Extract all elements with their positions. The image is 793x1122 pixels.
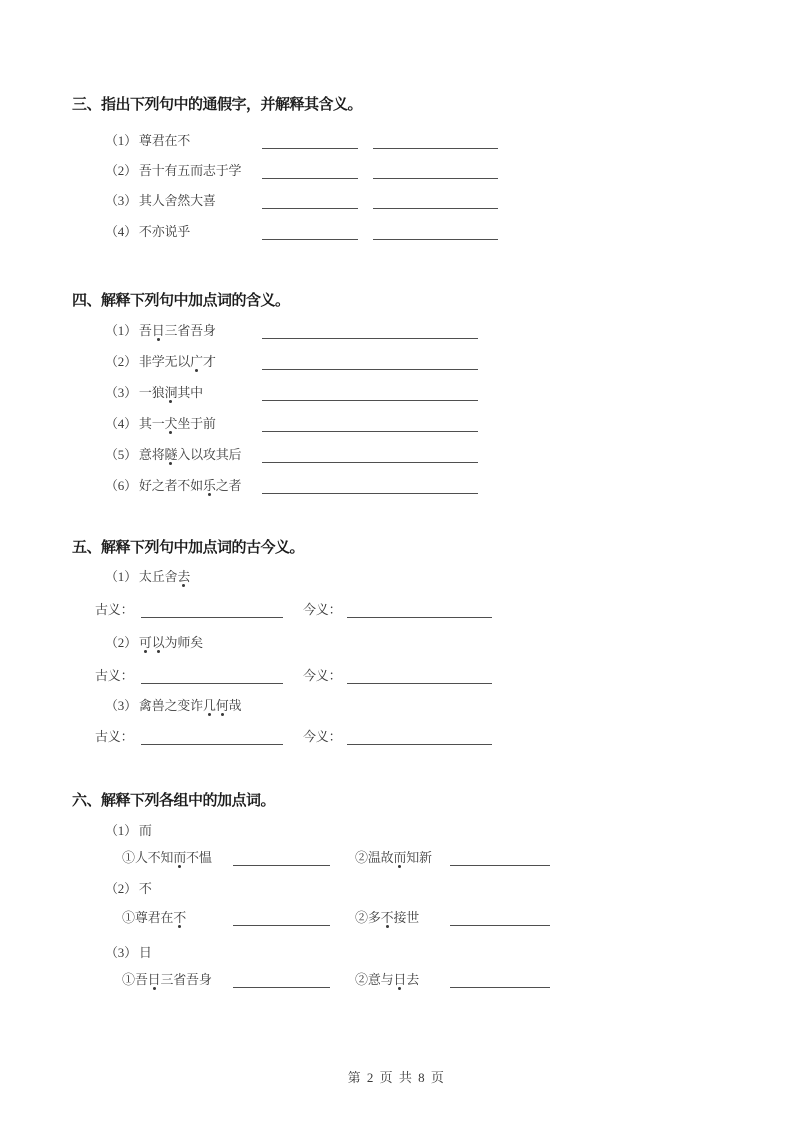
s6-group-2-a-answer-blank[interactable] — [233, 908, 330, 926]
item-number: （1） — [105, 823, 137, 838]
s5-item-2-gu-blank[interactable] — [141, 666, 283, 684]
item-sentence: 温故而知新 — [367, 850, 432, 865]
s4-item-6-answer-blank[interactable] — [262, 476, 478, 494]
s5-item-1 — [105, 567, 190, 587]
item-number: （1） — [105, 133, 137, 148]
sub-item-number: ② — [355, 850, 368, 865]
emphasized-char: 何 — [215, 698, 229, 713]
emphasized-char: 不 — [380, 910, 394, 925]
s5-item-3-jin-blank[interactable] — [347, 727, 492, 745]
item-sentence: 尊君在不 — [134, 910, 187, 925]
s4-item-1 — [105, 321, 216, 341]
emphasized-char: 而 — [393, 850, 407, 865]
item-sentence: 好之者不如乐之者 — [138, 478, 242, 493]
emphasized-char: 日 — [147, 972, 161, 987]
item-sentence: 吾日三省吾身 — [138, 323, 216, 338]
item-number: （1） — [105, 569, 137, 584]
s3-item-1-answer-blank-2[interactable] — [373, 131, 498, 149]
emphasized-char: 洞 — [164, 385, 178, 400]
section-3-title: 三、指出下列句中的通假字，并解释其含义。 — [72, 96, 363, 113]
emphasized-char: 乐 — [202, 478, 216, 493]
emphasized-char: 广 — [190, 354, 203, 369]
s3-item-2 — [105, 161, 241, 181]
s4-item-4 — [105, 414, 216, 434]
item-number: （2） — [105, 163, 137, 178]
sub-item-number: ② — [355, 910, 368, 925]
s6-group-1-sub-b — [355, 848, 432, 868]
s3-item-4-answer-blank-2[interactable] — [373, 222, 498, 240]
s6-group-2-sub-b — [355, 908, 419, 928]
s4-item-4-answer-blank[interactable] — [262, 414, 478, 432]
item-number: （2） — [105, 635, 137, 650]
item-sentence: 其人舍然大喜 — [138, 193, 216, 208]
group-word: 日 — [138, 945, 152, 960]
item-sentence: 非学无以广才 — [138, 354, 216, 369]
section-6-title: 六、解释下列各组中的加点词。 — [72, 792, 276, 809]
s6-group-1-a-answer-blank[interactable] — [233, 848, 330, 866]
item-sentence: 一狼洞其中 — [138, 385, 203, 400]
item-number: （3） — [105, 193, 137, 208]
sub-item-number: ② — [355, 972, 368, 987]
section-4-title: 四、解释下列句中加点词的含义。 — [72, 292, 290, 309]
emphasized-char: 日 — [393, 972, 407, 987]
emphasized-char: 可 — [138, 635, 152, 650]
s6-group-1-sub-a — [122, 848, 212, 868]
s6-group-2-b-answer-blank[interactable] — [450, 908, 550, 926]
item-sentence: 其一犬坐于前 — [138, 416, 216, 431]
s4-item-3 — [105, 383, 203, 403]
s4-item-2 — [105, 352, 216, 372]
s3-item-2-answer-blank-2[interactable] — [373, 161, 498, 179]
item-sentence: 意与日去 — [367, 972, 420, 987]
item-sentence: 禽兽之变诈几何哉 — [138, 698, 242, 713]
item-sentence: 吾日三省吾身 — [134, 972, 212, 987]
s3-item-4-answer-blank-1[interactable] — [262, 222, 358, 240]
s6-group-2-word — [105, 879, 152, 899]
s6-group-3-sub-a — [122, 970, 212, 990]
group-word: 不 — [138, 881, 152, 896]
s3-item-3-answer-blank-2[interactable] — [373, 191, 498, 209]
s5-item-2-jin-blank[interactable] — [347, 666, 492, 684]
s4-item-5-answer-blank[interactable] — [262, 445, 478, 463]
sub-item-number: ① — [122, 972, 135, 987]
item-number: （6） — [105, 478, 137, 493]
s5-item-1-jin-label: 今义： — [303, 602, 342, 617]
s5-item-3-jin-label: 今义： — [303, 729, 342, 744]
emphasized-char: 日 — [151, 323, 165, 338]
emphasized-char: 以 — [151, 635, 165, 650]
s4-item-2-answer-blank[interactable] — [262, 352, 478, 370]
item-number: （3） — [105, 698, 137, 713]
item-number: （1） — [105, 323, 137, 338]
s4-item-5 — [105, 445, 241, 465]
s5-item-2 — [105, 633, 203, 653]
sub-item-number: ① — [122, 850, 135, 865]
s5-item-3-gu-blank[interactable] — [141, 727, 283, 745]
emphasized-char: 而 — [173, 850, 187, 865]
emphasized-char: 隧 — [164, 447, 178, 462]
s5-item-1-gu-label: 古义： — [95, 602, 134, 617]
item-number: （2） — [105, 881, 137, 896]
s4-item-1-answer-blank[interactable] — [262, 321, 478, 339]
emphasized-char: 几 — [202, 698, 216, 713]
s3-item-1-answer-blank-1[interactable] — [262, 131, 358, 149]
item-sentence: 尊君在不 — [138, 133, 191, 148]
s5-item-1-jin-blank[interactable] — [347, 600, 492, 618]
s6-group-1-b-answer-blank[interactable] — [450, 848, 550, 866]
item-sentence: 吾十有五而志于学 — [138, 163, 242, 178]
s5-item-3-gu-label: 古义： — [95, 729, 134, 744]
emphasized-char: 去 — [177, 569, 191, 584]
item-sentence: 人不知而不愠 — [134, 850, 212, 865]
item-number: （2） — [105, 354, 137, 369]
s6-group-2-sub-a — [122, 908, 186, 928]
s3-item-3-answer-blank-1[interactable] — [262, 191, 358, 209]
s5-item-2-jin-label: 今义： — [303, 668, 342, 683]
group-word: 而 — [138, 823, 152, 838]
s5-item-3 — [105, 696, 241, 716]
s5-item-2-gu-label: 古义： — [95, 668, 134, 683]
item-sentence: 可以为师矣 — [138, 635, 203, 650]
s3-item-4 — [105, 222, 190, 242]
item-sentence: 多不接世 — [367, 910, 420, 925]
section-5-title: 五、解释下列句中加点词的古今义。 — [72, 539, 305, 556]
s6-group-3-word — [105, 943, 152, 963]
s4-item-3-answer-blank[interactable] — [262, 383, 478, 401]
s3-item-1 — [105, 131, 190, 151]
s6-group-1-word — [105, 821, 152, 841]
s6-group-3-b-answer-blank[interactable] — [450, 970, 550, 988]
emphasized-char: 不 — [173, 910, 187, 925]
item-number: （4） — [105, 416, 137, 431]
item-number: （3） — [105, 945, 137, 960]
s3-item-3 — [105, 191, 216, 211]
item-number: （4） — [105, 224, 137, 239]
item-sentence: 太丘舍去 — [138, 569, 191, 584]
page-footer: 第 2 页 共 8 页 — [347, 1070, 446, 1085]
item-sentence: 意将隧入以攻其后 — [138, 447, 242, 462]
item-number: （3） — [105, 385, 137, 400]
sub-item-number: ① — [122, 910, 135, 925]
item-sentence: 不亦说乎 — [138, 224, 191, 239]
s4-item-6 — [105, 476, 241, 496]
item-number: （5） — [105, 447, 137, 462]
s6-group-3-a-answer-blank[interactable] — [233, 970, 330, 988]
s3-item-2-answer-blank-1[interactable] — [262, 161, 358, 179]
s6-group-3-sub-b — [355, 970, 419, 990]
s5-item-1-gu-blank[interactable] — [141, 600, 283, 618]
emphasized-char: 犬 — [164, 416, 178, 431]
